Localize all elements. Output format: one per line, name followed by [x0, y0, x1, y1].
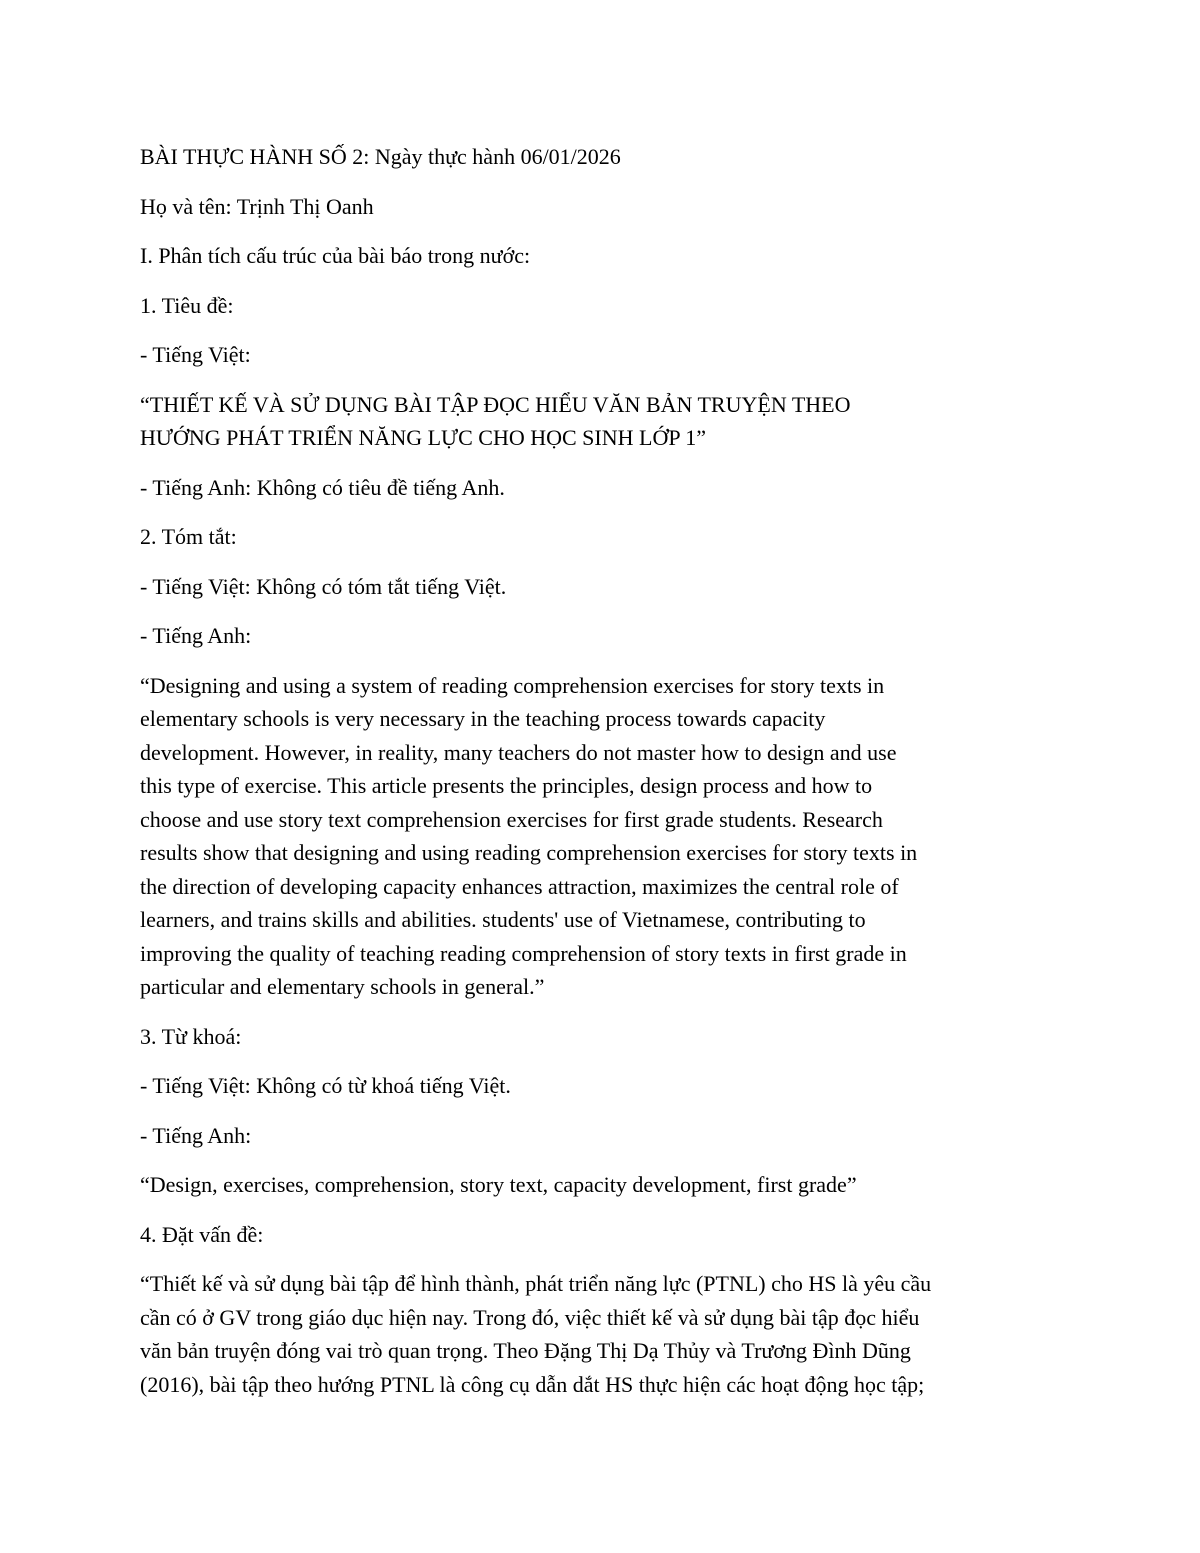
text-line: “Thiết kế và sử dụng bài tập để hình thành, phát triển năng lực (PTNL) cho HS là yêu cầu	[140, 1271, 932, 1296]
text-line: improving the quality of teaching reading comprehension of story texts in first grade in	[140, 940, 907, 966]
keywords-en-text: “Design, exercises, comprehension, story text, capacity development, first grade”	[140, 1172, 857, 1197]
keywords-en-label: - Tiếng Anh:	[140, 1122, 252, 1148]
text-line: văn bản truyện đóng vai trò quan trọng. Theo Đặng Thị Dạ Thủy và Trương Đình Dũng	[140, 1338, 911, 1363]
text-line: this type of exercise. This article presents the principles, design process and how to	[140, 773, 873, 798]
text-line: “Designing and using a system of reading comprehension exercises for story texts in	[140, 672, 885, 698]
text-line: learners, and trains skills and abilities. students' use of Vietnamese, contributing to	[140, 907, 866, 932]
abstract-en-text	[140, 669, 1070, 1004]
abstract-vi-line: - Tiếng Việt: Không có tóm tắt tiếng Việt.	[140, 573, 507, 599]
problem-text	[140, 1267, 1070, 1401]
text-line: particular and elementary schools in general.”	[140, 974, 545, 999]
title-vi-label: - Tiếng Việt:	[140, 342, 251, 367]
title-en-line: - Tiếng Anh: Không có tiêu đề tiếng Anh.	[140, 474, 505, 500]
text-line: cần có ở GV trong giáo dục hiện nay. Trong đó, việc thiết kế và sử dụng bài tập đọc hiểu	[140, 1304, 920, 1330]
keywords-heading: 3. Từ khoá:	[140, 1023, 242, 1049]
text-line: the direction of developing capacity enhances attraction, maximizes the central role of	[140, 873, 899, 899]
document-body	[140, 140, 1070, 1417]
text-line: “THIẾT KẾ VÀ SỬ DỤNG BÀI TẬP ĐỌC HIỂU VĂN BẢN TRUYỆN THEO	[140, 391, 851, 417]
text-line: HƯỚNG PHÁT TRIỂN NĂNG LỰC CHO HỌC SINH LỚP 1”	[140, 425, 707, 450]
title-vi-text	[140, 388, 1070, 455]
text-line: results show that designing and using reading comprehension exercises for story texts in	[140, 840, 918, 865]
text-line: elementary schools is very necessary in the teaching process towards capacity	[140, 706, 826, 731]
practice-title: BÀI THỰC HÀNH SỐ 2: Ngày thực hành 06/01/2026	[140, 144, 621, 169]
section-heading: I. Phân tích cấu trúc của bài báo trong nước:	[140, 243, 531, 268]
text-line: (2016), bài tập theo hướng PTNL là công cụ dẫn dắt HS thực hiện các hoạt động học tập;	[140, 1371, 925, 1397]
abstract-heading: 2. Tóm tắt:	[140, 524, 237, 549]
problem-heading: 4. Đặt vấn đề:	[140, 1221, 264, 1247]
abstract-en-label: - Tiếng Anh:	[140, 623, 252, 648]
student-name: Họ và tên: Trịnh Thị Oanh	[140, 193, 374, 219]
title-heading: 1. Tiêu đề:	[140, 292, 234, 318]
keywords-vi-line: - Tiếng Việt: Không có từ khoá tiếng Việt.	[140, 1073, 511, 1098]
text-line: choose and use story text comprehension exercises for first grade students. Research	[140, 806, 883, 832]
text-line: development. However, in reality, many teachers do not master how to design and use	[140, 739, 897, 765]
